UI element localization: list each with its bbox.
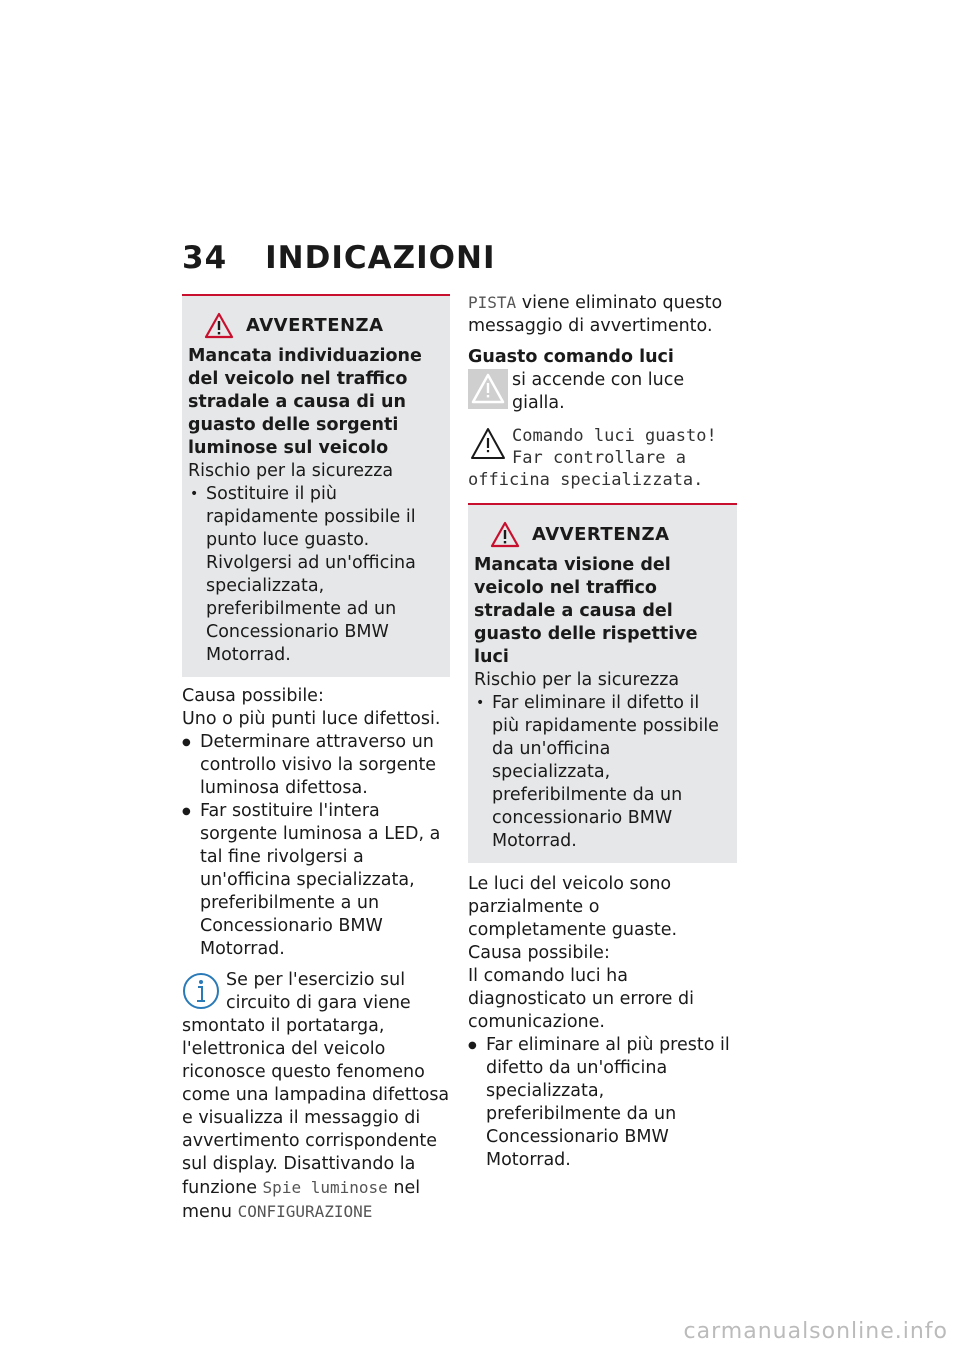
- section-title: Guasto comando luci: [468, 347, 674, 367]
- list-item: ● Determinare attraverso un controllo visivo la sorgente luminosa difettosa.: [182, 731, 450, 800]
- warning-bullet: • Far eliminare il difetto il più rapidamente possibile da un'officina specializzata, preferibilmente da un concessionario BMW Motorrad.: [474, 692, 727, 853]
- list-item: ● Far eliminare al più presto il difetto da un'officina specializzata, preferibilmente da un Concessionario BMW Motorrad.: [468, 1034, 737, 1172]
- steps-list: [468, 1034, 737, 1172]
- warning-bullet: • Sostituire il più rapidamente possibile il punto luce guasto. Rivolgersi ad un'officina specializzata, preferibilmente ad un Concessionario BMW Motorrad.: [188, 483, 440, 667]
- lamp-text: si accende con luce gialla.: [512, 370, 685, 413]
- warning-heading: Mancata individuazione del veicolo nel traffico stradale a causa di un guasto delle sorgenti luminose sul veicolo: [188, 346, 422, 458]
- lamp-line: [468, 369, 737, 415]
- warning-heading: Mancata visione del veicolo nel traffico stradale a causa del guasto delle rispettive luci: [474, 555, 698, 667]
- steps-list: [182, 731, 450, 961]
- left-column: [182, 294, 450, 1224]
- info-text: Se per l'esercizio sul circuito di gara viene smontato il portatarga, l'elettronica del veicolo riconosce questo fenomeno come una lampadina difettosa e visualizza il messaggio di avvertimento corrispondente sul display. Disattivando la funzione: [182, 970, 450, 1198]
- info-code-spie: Spie luminose: [262, 1178, 388, 1197]
- display-line: Far controllare a: [512, 448, 686, 468]
- yellow-warning-lamp-icon: [468, 369, 508, 409]
- display-message: [468, 425, 737, 491]
- warning-title: AVVERTENZA: [204, 312, 440, 339]
- cause-label: Causa possibile:: [182, 686, 324, 706]
- display-line: Comando luci guasto!: [512, 426, 717, 446]
- display-line: officina specializzata.: [468, 470, 704, 490]
- warning-box-right: [468, 503, 737, 863]
- info-note: Se per l'esercizio sul circuito di gara viene smontato il portatarga, l'elettronica del veicolo riconosce questo fenomeno come una lampadina difettosa e visualizza il messaggio di avvertimento corrispondente sul display. Disattivando la funzione Spie luminose nel menu CONFIGURAZIONE: [182, 970, 450, 1222]
- cause-text: Uno o più punti luce difettosi.: [182, 709, 441, 729]
- info-code-config: CONFIGURAZIONE: [237, 1202, 373, 1221]
- warning-risk: Rischio per la sicurezza: [474, 670, 680, 690]
- cause-label: Causa possibile:: [468, 943, 610, 963]
- list-item: ● Far sostituire l'intera sorgente luminosa a LED, a tal fine rivolgersi a un'officina specializzata, preferibilmente a un Concessionario BMW Motorrad.: [182, 800, 450, 961]
- page-number: 34: [182, 240, 228, 276]
- description: Le luci del veicolo sono parzialmente o completamente guaste.: [468, 874, 678, 940]
- warning-triangle-outline-icon: [468, 425, 508, 463]
- warning-box-left: [182, 294, 450, 677]
- page-header: [182, 240, 495, 276]
- watermark: carmanualsonline.info: [683, 1319, 948, 1344]
- cause-text: Il comando luci ha diagnosticato un errore di comunicazione.: [468, 966, 694, 1032]
- warning-title: AVVERTENZA: [490, 521, 727, 548]
- page-title: INDICAZIONI: [265, 240, 496, 276]
- right-column: PISTA viene eliminato questo messaggio di avvertimento. Guasto comando luci si accende con luce gialla. Comando luci guasto! Far controllare a officina specializzata. AVVERTENZA Mancata visione del veicolo nel traffico stradale a causa del guasto delle rispettive luci Rischio per la sicurezza • Far eliminare il difetto il più rapidamente possibile da un'officina specializzata, preferibilmente da un concessionario BMW Motorrad. Le luci del veicolo sono parzialmente o completamente guaste. Causa possibile: Il comando luci ha diagnosticato un errore di comunicazione. ● Far eliminare al più presto il difetto da un'officina specializzata, preferibilmente da un Concessionario BMW Motorrad.: [468, 291, 737, 1172]
- warning-triangle-icon: [490, 521, 520, 548]
- info-icon: [182, 971, 220, 1011]
- warning-risk: Rischio per la sicurezza: [188, 461, 394, 481]
- warning-triangle-icon: [204, 312, 234, 339]
- code-pista: PISTA: [468, 293, 517, 312]
